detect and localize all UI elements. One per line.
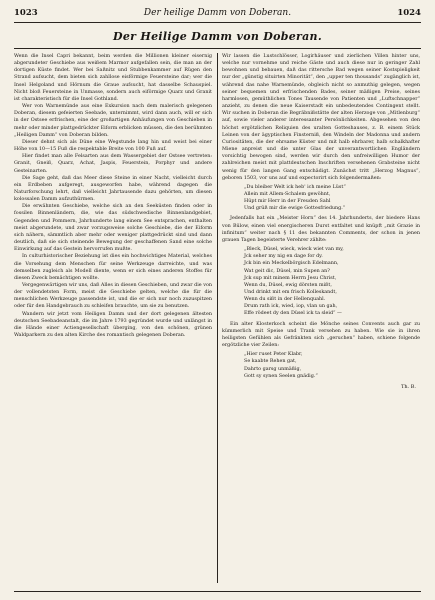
bottom-rule <box>14 591 421 592</box>
paragraph: Ein alter Klosterkoch scheint die Mönche seines Convents auch gar zu kümmerlich mit Speise und Trank versehen zu haben. Wie sie in ihren heiligsten Gefühlen als Gefränkten sich „geruchen“ haben, schiene folgende ergötzliche vier Zeilen: <box>222 320 420 349</box>
paragraph: Wandern wir jetzt vom Heiligen Damm und der dort gelegenen ältesten deutschen Seebadeanstalt, die im Jahre 1793 gegründet wurde und unlängst in die Hände einer Actiengesellschaft überging, von den schönen, grünen Waldparkern zu den alten Kirche des romantisch gelegenen Doberan. <box>14 310 212 339</box>
verse-line: Se kaabte Rehen gat, <box>244 358 297 365</box>
verse-line: Gott sy synen Seelen gnädig.“ <box>244 372 318 379</box>
verse-line: „Du bleiber Welt ick heb' ich meine Lüst“ <box>244 183 346 190</box>
article-title: Der Heilige Damm von Doberan. <box>113 30 322 43</box>
paragraph: Hier findet man alle Felsarten aus dem Wassergebiet der Ostsee vertreten: Granit, Gneiß, Quarz, Achat, Jaspis, Feuerstein, Porphyr und andere Gesteinarten. <box>14 153 212 174</box>
verse-line: Jck seher my nig en dage for dy. <box>244 253 323 260</box>
page-number-left: 1023 <box>14 8 38 18</box>
paragraph: Wir lassen die Lustschlösser, Logirhäuser und zierlichen Villen hinter uns, welche nur vornehme und reiche Gäste und auch diese nur in geringer Zahl bewohnen und bebauen, daß das rittersche Bad wegen seiner Kostspieligkeit nur der „günstig situirten Minorität“, den „upper ten thousands“ zugänglich ist, während das nahe Warnemünde, obgleich nicht so anmuthig gelegen, wegen seiner bequemen und erfrischenden Bades, seiner mäßigen Preise, seines harmlosen, gemüthlichen Tones Tausende von Patienten und „Luftschnapper“ anzieht, zu denen die neue Kaiserstadt ein unbedeutendes Contingent stellt. Wir suchen in Doberan die Begräbnißstätte der alten Herzoge von „Mitlenburg“ auf, sowie vieler anderer interessanter Persönlichkeiten. Abgesehen von den höchst ergötzlichen Reliquien des uralten Gotteshauses, z. B. einem Stück Leinen von der ägyptischen Finsterniß, den Windeln der Madonna und andern Curiositäten, die der ehrsame Küster und mit halb ehrbarer, halb schalkhafter Miene anpreist und die unter Glas der unverantwortlichen Engländern vorsichtig bewogen sind, werden wir durch den unfreiwilligen Humor der zahlreichen meist mit plattdeutschen Inschriften versehenen Grabsteine nicht wenig für den langen Gang entschädigt. Zunächst tritt „Herzog Magnus“, geboren 1503, vor uns auf und expectorirt sich folgendermaßen: <box>222 53 420 181</box>
verse-line: Dahrto garsg unmäßig, <box>244 365 302 372</box>
verse-line: Und grüß mir die ewige Gottesfriedung.“ <box>244 205 346 212</box>
verse-line: Wenn du, Düsel, ewig dörsten mißt, <box>244 281 332 288</box>
verse-line: Und drinkt mit em frisch Kolleskandt, <box>244 289 337 295</box>
verse-epitaph-buelow <box>244 246 420 318</box>
verse-line: Drum rath ick, wied, iop, vlan un gah, <box>244 303 338 310</box>
verse-line: Wenn du sißt in der Hellenquahl. <box>244 296 326 303</box>
verse-line: „Hier ruset Peter Klabr, <box>244 351 303 358</box>
paragraph: Die erwähnten Geschiebe, welche sich an den Seeküsten finden oder in fossilen Binnenländern, die, wie das südschwedische Binnenlandgebiet, Gegenden und Pommern, Jahrhunderte lang einem See entsprachen, enthalten meist abgerundete, und zwar vorzugsweise solche Geschiebe, die der Eiform sich nähern, sämmtlich aber mehr oder weniger plattgedrückt sind und dann deutlich, daß sie sich steinende Bewegung der geschaffenen Sand eine solche Einwirkung auf das Gestein hervorrufen mußte. <box>14 203 212 253</box>
verse-line: Jck bin ein Meckelbörgisch Edelmann, <box>244 260 339 267</box>
title-divider <box>14 48 421 49</box>
paragraph: Wer von Warnemünde aus eine Exkursion nach dem malerisch gelegenen Doberan, diesem gefeierten Seebade, unternimmt, wird dann auch, will er sich in der Ostsee erfrischen, eine der großartigen Anhäufungen von Geschieben in mehr oder minder plattgedrückter Eiform erblicken müssen, die den berühmten „Heiligen Damm“ von Doberan bilden. <box>14 103 212 138</box>
verse-line: Hüpt mir Herr in der Freuden Sahl <box>244 198 331 205</box>
verse-epitaph-magnus <box>244 184 420 213</box>
running-header <box>14 8 421 23</box>
verse-line: Wat geit dic, Düsel, min Supen an? <box>244 267 330 274</box>
paragraph: In culturhistorischer Beziehung ist dies ein hochwichtiges Material, welches die Vorsehung dem Menschen für seine Werkzeuge darreichte, und was demselben zugleich als Modell diente, wenn er sich eines anderen Stoffes für diesen Zweck bemächtigen wollte. <box>14 253 212 281</box>
verse-line: Jck sup mit minem Herrn Jesu Christ, <box>244 274 337 281</box>
page <box>14 8 421 592</box>
page-number-right: 1024 <box>397 8 421 18</box>
author-signature: Th. B. <box>401 383 416 390</box>
column-divider <box>217 53 218 583</box>
paragraph: Die Sage geht, daß das Meer diese Steine in einer Nacht, vielleicht durch ein Erdbeben aufgeregt, ausgeworfen habe, während dagegen die Naturforschung lehrt, daß vielleicht Jahrtausende dazu gehörten, um diesen kolossalen Damm aufzuthürmen. <box>14 174 212 203</box>
verse-epitaph-klabr <box>244 351 420 380</box>
running-title: Der heilige Damm von Doberan. <box>143 8 292 18</box>
verse-line: „Bleck, Düsel, wieck, wieck wiet van my, <box>244 246 344 253</box>
verse-line: Effe rödeet dy den Düsel ick ta sleid“ — <box>244 310 342 317</box>
paragraph: Dieser dehnt sich als Düne eine Wegstunde lang hin und weist bei einer Höhe von 10—15 Fuß die respektable Breite von 100 Fuß auf. <box>14 138 212 153</box>
paragraph: Jedenfalls hat ein „Meister Horn“ des 14. Jahrhunderts, der biedere Hans von Bülow, einen viel energischeren Durst entfaltet und knüpft „mit Grazie in infinitum“ weiter nach § 11 des bekannten Comments, der schon in jenen grauen Tagen begeisterte Verehrer zählte: <box>222 215 420 243</box>
verse-line: Allein mit Allem-Schalem gewöhnt, <box>244 190 331 197</box>
left-column <box>14 53 212 583</box>
right-column <box>222 53 420 583</box>
paragraph: Wenn die Insel Capri bekannt, beim werden die Millionen kleiner eisernig abgerundeter Geschiebe aus weißem Marmor aufgefallen sein, die man an der dortigen Küste findet. Wer bei Saßnitz und Stubbenkammer auf Rügen den Strand aufsucht, dem bieten sich zahllose eisförmige Feuersteine dar; wer die Insel Helgoland und Hörnum die Graue aufsucht, hat dasselbe Schauspiel. Nicht bloß Feuersteine in Unmasse, sondern auch eiförmige Quarz und Granit ist charakteristisch für die Insel Gothland. <box>14 53 212 102</box>
article-body <box>14 53 421 583</box>
paragraph: Vergegenwärtigen wir uns, daß Alles in diesen Geschieben, und zwar die von der vollendetsten Form, meist die Geschiebe gelten, welche die für die menschlichen Werkzeuge passendste ist, und die er sich nur noch zuzuspitzen oder für den Handgebrauch zu schleifen brauchte, um sie zu benutzen. <box>14 282 212 310</box>
